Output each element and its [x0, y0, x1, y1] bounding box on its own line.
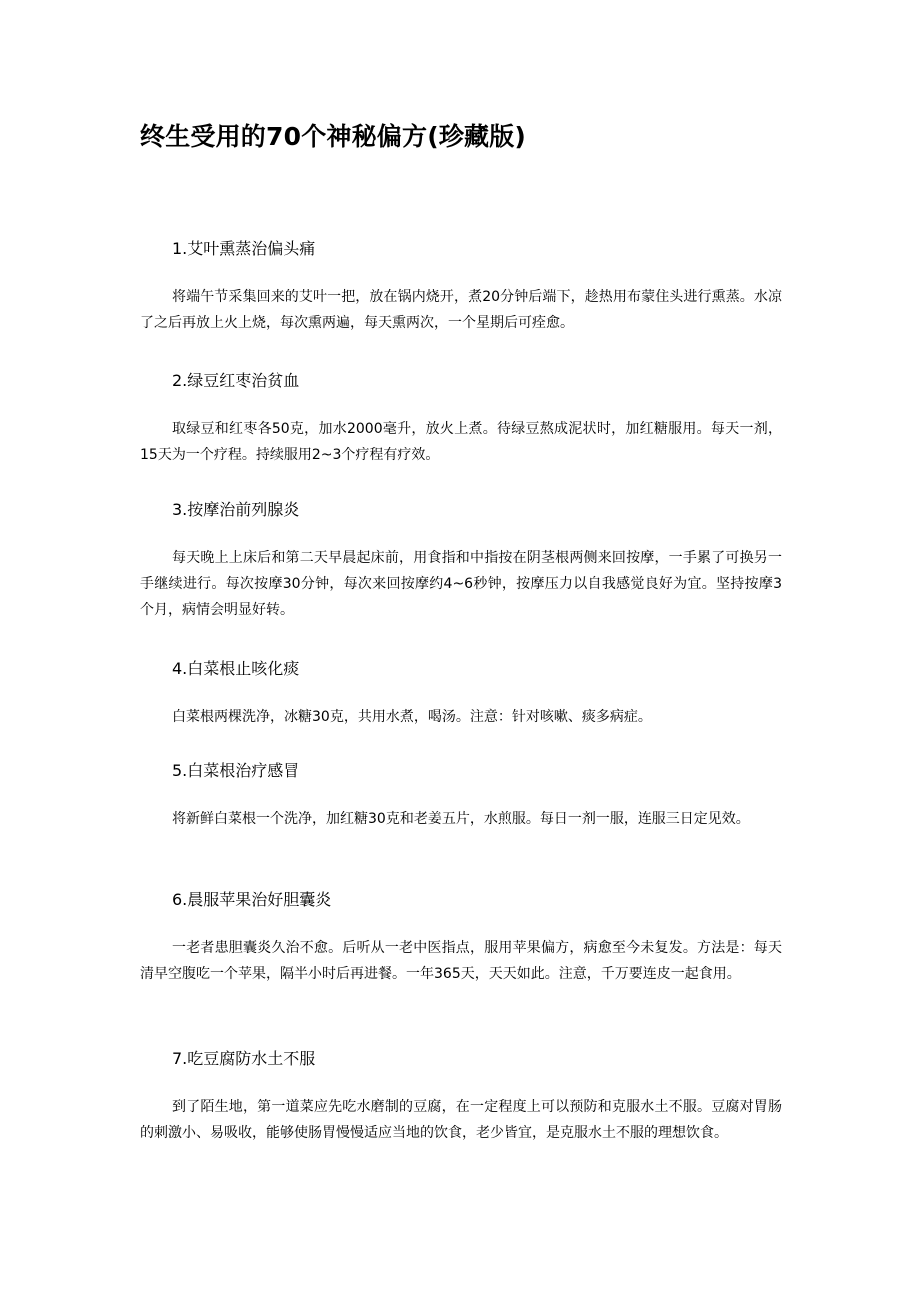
section-heading: 4.白菜根止咳化痰	[172, 659, 300, 678]
section-heading: 3.按摩治前列腺炎	[172, 500, 300, 519]
remedy-section	[140, 887, 782, 987]
section-body: 将新鲜白菜根一个洗净，加红糖30克和老姜五片，水煎服。每日一剂一服，连服三日定见效。	[172, 811, 750, 827]
section-body: 每天晚上上床后和第二天早晨起床前，用食指和中指按在阴茎根两侧来回按摩，一手累了可换另一手继续进行。每次按摩30分钟，每次来回按摩约4~6秒钟，按摩压力以自我感觉良好为宜。坚持按摩3个月，病情会明显好转。	[140, 550, 782, 618]
remedy-section	[140, 656, 782, 730]
section-heading: 5.白菜根治疗感冒	[172, 761, 300, 780]
section-body: 将端午节采集回来的艾叶一把，放在锅内烧开，煮20分钟后端下，趁热用布蒙住头进行熏蒸。水凉了之后再放上火上烧，每次熏两遍，每天熏两次，一个星期后可痊愈。	[140, 289, 782, 331]
section-body: 一老者患胆囊炎久治不愈。后听从一老中医指点，服用苹果偏方，病愈至今未复发。方法是：每天清早空腹吃一个苹果，隔半小时后再进餐。一年365天，天天如此。注意，千万要连皮一起食用。	[140, 940, 782, 982]
section-heading: 1.艾叶熏蒸治偏头痛	[172, 239, 316, 258]
page-title: 终生受用的70个神秘偏方(珍藏版)	[140, 122, 527, 151]
section-heading: 7.吃豆腐防水土不服	[172, 1049, 316, 1068]
remedy-section	[140, 758, 782, 832]
remedy-section	[140, 368, 782, 468]
remedy-section	[140, 497, 782, 623]
section-body: 白菜根两棵洗净，冰糖30克，共用水煮，喝汤。注意：针对咳嗽、痰多病症。	[172, 709, 652, 725]
remedy-section	[140, 1046, 782, 1146]
remedy-section	[140, 236, 782, 336]
section-body: 到了陌生地，第一道菜应先吃水磨制的豆腐，在一定程度上可以预防和克服水土不服。豆腐对胃肠的刺激小、易吸收，能够使肠胃慢慢适应当地的饮食，老少皆宜，是克服水土不服的理想饮食。	[140, 1099, 782, 1141]
section-body: 取绿豆和红枣各50克，加水2000毫升，放火上煮。待绿豆熬成泥状时，加红糖服用。每天一剂，15天为一个疗程。持续服用2~3个疗程有疗效。	[140, 421, 782, 463]
section-heading: 2.绿豆红枣治贫血	[172, 371, 300, 390]
section-heading: 6.晨服苹果治好胆囊炎	[172, 890, 332, 909]
